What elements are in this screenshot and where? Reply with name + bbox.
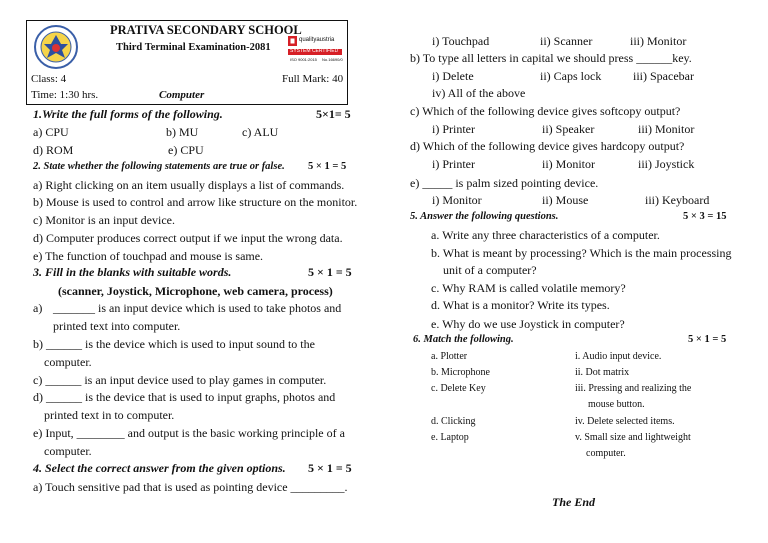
q4-c: c) Which of the following device gives softcopy output?: [410, 104, 681, 118]
q6-right-iv: iv. Delete selected items.: [575, 416, 675, 427]
q2-title: 2. State whether the following statements are true or false.: [33, 161, 285, 172]
q2-item-c: c) Monitor is an input device.: [33, 213, 175, 227]
q3-title: 3. Fill in the blanks with suitable words.: [33, 265, 232, 279]
q4-e-opt1: i) Monitor: [432, 193, 482, 207]
the-end: The End: [552, 495, 596, 509]
q4-marks: 5 × 1 = 5: [308, 461, 352, 475]
q1-item-e: e) CPU: [168, 143, 204, 157]
q6-marks: 5 × 1 = 5: [688, 334, 727, 345]
q3-marks: 5 × 1 = 5: [308, 265, 352, 279]
q4-d-opt1: i) Printer: [432, 157, 475, 171]
q5-title: 5. Answer the following questions.: [410, 211, 559, 222]
q4-a: a) Touch sensitive pad that is used as pointing device _________.: [33, 480, 348, 494]
full-mark: Full Mark: 40: [282, 73, 344, 85]
q1-item-b: b) MU: [166, 125, 199, 139]
q5-d: d. What is a monitor? Write its types.: [431, 298, 610, 312]
q6-right-i: i. Audio input device.: [575, 351, 662, 362]
q4-e: e) _____ is palm sized pointing device.: [410, 176, 599, 190]
time-label: Time: 1:30 hrs.: [31, 89, 99, 101]
q3-a-label: a): [33, 301, 43, 315]
q5-b-line2: unit of a computer?: [443, 263, 537, 277]
q1-marks: 5×1= 5: [316, 107, 351, 121]
q6-right-v-line1: v. Small size and lightweight: [575, 432, 691, 443]
exam-title: Third Terminal Examination-2081: [116, 42, 271, 53]
q2-item-b: b) Mouse is used to control and arrow like structure on the monitor.: [33, 195, 358, 209]
q6-title: 6. Match the following.: [413, 334, 514, 345]
q4-d-opt3: iii) Joystick: [638, 157, 695, 171]
q5-marks: 5 × 3 = 15: [683, 211, 727, 222]
q2-item-a: a) Right clicking on an item usually displays a list of commands.: [33, 178, 345, 192]
q2-item-d: d) Computer produces correct output if we input the wrong data.: [33, 231, 343, 245]
q4-c-opt2: ii) Speaker: [542, 122, 595, 136]
cert-brand: qualityaustria: [299, 37, 335, 43]
q4-c-opt1: i) Printer: [432, 122, 475, 136]
q1-item-d: d) ROM: [33, 143, 74, 157]
q5-a: a. Write any three characteristics of a computer.: [431, 228, 660, 242]
q5-e: e. Why do we use Joystick in computer?: [431, 317, 625, 331]
q2-item-e: e) The function of touchpad and mouse is same.: [33, 249, 264, 263]
cert-text: SYSTEM CERTIFIED: [290, 48, 339, 54]
q4-e-opt2: ii) Mouse: [542, 193, 589, 207]
q4-b-opt2: ii) Caps lock: [540, 69, 602, 83]
q3-b-line1: b) ______ is the device which is used to input sound to the: [33, 337, 315, 351]
q4-a-opt2: ii) Scanner: [540, 34, 593, 48]
q4-d: d) Which of the following device gives hardcopy output?: [410, 139, 685, 153]
q4-a-opt3: iii) Monitor: [630, 34, 687, 48]
q6-left-c: c. Delete Key: [431, 383, 486, 394]
q6-right-iii-line2: mouse button.: [588, 399, 645, 410]
q6-left-b: b. Microphone: [431, 367, 490, 378]
class-label: Class: 4: [31, 73, 67, 85]
q6-right-ii: ii. Dot matrix: [575, 367, 630, 378]
q6-right-v-line2: computer.: [586, 448, 626, 459]
q1-title: 1.Write the full forms of the following.: [33, 107, 223, 121]
q5-b-line1: b. What is meant by processing? Which is the main processing: [431, 246, 732, 260]
cert-no: No.16690/0: [322, 57, 343, 62]
subject-label: Computer: [159, 89, 205, 101]
q6-right-iii-line1: iii. Pressing and realizing the: [575, 383, 692, 394]
cert-iso: ISO 9001:2015: [290, 57, 317, 62]
q2-marks: 5 × 1 = 5: [308, 161, 347, 172]
q1-item-a: a) CPU: [33, 125, 69, 139]
q4-d-opt2: ii) Monitor: [542, 157, 595, 171]
q4-b-opt1: i) Delete: [432, 69, 474, 83]
q3-a-line2: printed text into computer.: [53, 319, 181, 333]
school-logo-icon: [30, 24, 82, 70]
q6-left-a: a. Plotter: [431, 351, 468, 362]
q3-d-line1: d) ______ is the device that is used to input graphs, photos and: [33, 390, 336, 404]
q3-word-bank: (scanner, Joystick, Microphone, web camera, process): [58, 284, 333, 298]
q1-item-c: c) ALU: [242, 125, 279, 139]
school-name: PRATIVA SECONDARY SCHOOL: [110, 23, 302, 37]
q4-title: 4. Select the correct answer from the given options.: [33, 461, 286, 475]
q4-b-opt4: iv) All of the above: [432, 86, 526, 100]
q3-c: c) ______ is an input device used to play games in computer.: [33, 373, 327, 387]
q3-e-line1: e) Input, ________ and output is the basic working principle of a: [33, 426, 345, 440]
q3-a-line1: _______ is an input device which is used to take photos and: [53, 301, 342, 315]
q4-b-opt3: iii) Spacebar: [633, 69, 694, 83]
q4-a-opt1: i) Touchpad: [432, 34, 490, 48]
q6-left-d: d. Clicking: [431, 416, 476, 427]
q5-c: c. Why RAM is called volatile memory?: [431, 281, 626, 295]
q3-d-line2: printed text in to computer.: [44, 408, 175, 422]
q4-c-opt3: iii) Monitor: [638, 122, 695, 136]
q4-e-opt3: iii) Keyboard: [645, 193, 710, 207]
q4-b: b) To type all letters in capital we should press ______key.: [410, 51, 692, 65]
q3-b-line2: computer.: [44, 355, 92, 369]
q3-e-line2: computer.: [44, 444, 92, 458]
q6-left-e: e. Laptop: [431, 432, 469, 443]
